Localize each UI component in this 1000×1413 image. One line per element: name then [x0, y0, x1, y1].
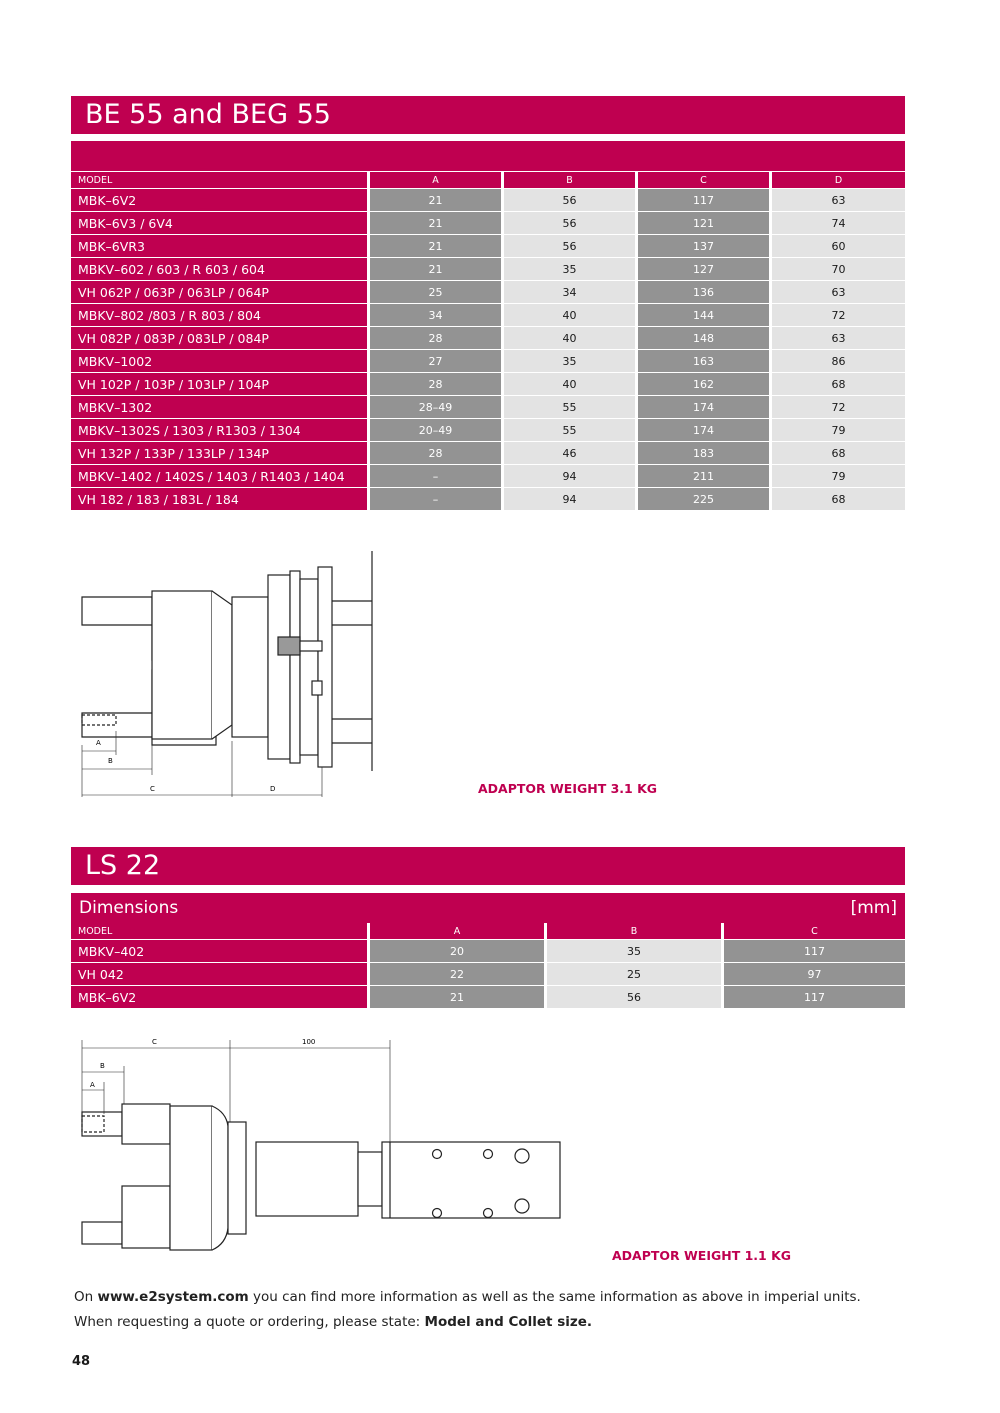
value-cell-d: 72 [772, 304, 905, 327]
section-title-be55: BE 55 and BEG 55 [71, 96, 905, 134]
column-header-a: A [370, 923, 547, 940]
value-cell-a: 21 [370, 189, 504, 212]
table-header-row [71, 172, 905, 189]
dim-label-a: A [96, 739, 101, 747]
value-cell-c: 137 [638, 235, 772, 258]
value-cell-b: 40 [504, 373, 638, 396]
value-cell-a: 28 [370, 327, 504, 350]
value-cell-c: 174 [638, 419, 772, 442]
section-subheader-ls22 [71, 893, 905, 923]
value-cell-b: 35 [504, 350, 638, 373]
model-cell: MBKV–802 /803 / R 803 / 804 [71, 304, 370, 327]
value-cell-d: 74 [772, 212, 905, 235]
value-cell-a: 21 [370, 212, 504, 235]
dim-label-b: B [108, 757, 113, 765]
model-cell: MBK–6VR3 [71, 235, 370, 258]
value-cell-b: 56 [547, 986, 724, 1009]
value-cell-d: 68 [772, 488, 905, 511]
column-header-a: A [370, 172, 504, 189]
value-cell-c: 163 [638, 350, 772, 373]
value-cell-c: 211 [638, 465, 772, 488]
dim-label-d: D [270, 785, 276, 793]
model-cell: VH 102P / 103P / 103LP / 104P [71, 373, 370, 396]
table-row [71, 235, 905, 258]
value-cell-b: 94 [504, 488, 638, 511]
value-cell-c: 225 [638, 488, 772, 511]
value-cell-d: 86 [772, 350, 905, 373]
value-cell-c: 183 [638, 442, 772, 465]
value-cell-c: 117 [724, 986, 905, 1009]
footer-note-ordering [74, 1314, 592, 1330]
value-cell-c: 148 [638, 327, 772, 350]
value-cell-d: 68 [772, 373, 905, 396]
value-cell-c: 97 [724, 963, 905, 986]
value-cell-d: 70 [772, 258, 905, 281]
model-cell: MBKV–402 [71, 940, 370, 963]
value-cell-d: 63 [772, 327, 905, 350]
model-cell: VH 132P / 133P / 133LP / 134P [71, 442, 370, 465]
be55-technical-drawing [66, 545, 386, 805]
column-header-model: MODEL [71, 923, 370, 940]
value-cell-a: 28 [370, 442, 504, 465]
value-cell-a: 28–49 [370, 396, 504, 419]
column-header-c: C [724, 923, 905, 940]
table-row [71, 281, 905, 304]
table-row [71, 189, 905, 212]
value-cell-a: 34 [370, 304, 504, 327]
table-row [71, 304, 905, 327]
dim-label-a: A [90, 1081, 95, 1089]
model-cell: VH 062P / 063P / 063LP / 064P [71, 281, 370, 304]
value-cell-a: 20–49 [370, 419, 504, 442]
be55-dimension-table [71, 172, 905, 511]
value-cell-b: 46 [504, 442, 638, 465]
value-cell-a: 25 [370, 281, 504, 304]
value-cell-c: 127 [638, 258, 772, 281]
table-row [71, 488, 905, 511]
value-cell-b: 34 [504, 281, 638, 304]
value-cell-a: – [370, 488, 504, 511]
table-row [71, 963, 905, 986]
model-cell: VH 182 / 183 / 183L / 184 [71, 488, 370, 511]
value-cell-b: 56 [504, 235, 638, 258]
dim-label-c: C [152, 1038, 157, 1046]
table-row [71, 258, 905, 281]
value-cell-b: 55 [504, 396, 638, 419]
table-row [71, 940, 905, 963]
table-row [71, 327, 905, 350]
value-cell-c: 162 [638, 373, 772, 396]
value-cell-b: 40 [504, 327, 638, 350]
unit-label: [mm] [850, 898, 897, 918]
model-cell: MBK–6V3 / 6V4 [71, 212, 370, 235]
model-cell: VH 082P / 083P / 083LP / 084P [71, 327, 370, 350]
value-cell-d: 63 [772, 281, 905, 304]
value-cell-a: 27 [370, 350, 504, 373]
table-row [71, 465, 905, 488]
value-cell-a: 28 [370, 373, 504, 396]
table-header-row [71, 923, 905, 940]
value-cell-b: 25 [547, 963, 724, 986]
table-row [71, 350, 905, 373]
model-cell: MBK–6V2 [71, 986, 370, 1009]
model-cell: MBKV–1302S / 1303 / R1303 / 1304 [71, 419, 370, 442]
value-cell-b: 35 [504, 258, 638, 281]
value-cell-d: 60 [772, 235, 905, 258]
model-cell: MBKV–1302 [71, 396, 370, 419]
table-row [71, 419, 905, 442]
column-header-model: MODEL [71, 172, 370, 189]
value-cell-b: 40 [504, 304, 638, 327]
footer-note-website [74, 1289, 861, 1305]
column-header-b: B [504, 172, 638, 189]
ls22-adaptor-weight: ADAPTOR WEIGHT 1.1 KG [612, 1248, 792, 1263]
website-link[interactable]: www.e2system.com [97, 1289, 249, 1305]
dim-label-c: C [150, 785, 155, 793]
dimensions-label: Dimensions [79, 898, 179, 918]
note-text: you can find more information as well as the same information as above in imperial units. [248, 1289, 861, 1305]
page-number: 48 [72, 1354, 91, 1369]
value-cell-a: 22 [370, 963, 547, 986]
value-cell-d: 72 [772, 396, 905, 419]
note-text: On [74, 1289, 98, 1305]
value-cell-a: 21 [370, 986, 547, 1009]
table-row [71, 373, 905, 396]
section-subheader-be55 [71, 141, 905, 171]
value-cell-d: 79 [772, 419, 905, 442]
value-cell-b: 56 [504, 212, 638, 235]
column-header-c: C [638, 172, 772, 189]
value-cell-a: – [370, 465, 504, 488]
value-cell-c: 174 [638, 396, 772, 419]
ls22-dimension-table [71, 923, 905, 1009]
ls22-technical-drawing [66, 1030, 566, 1265]
value-cell-d: 68 [772, 442, 905, 465]
value-cell-d: 79 [772, 465, 905, 488]
column-header-d: D [772, 172, 905, 189]
value-cell-b: 55 [504, 419, 638, 442]
table-row [71, 396, 905, 419]
model-cell: MBKV–602 / 603 / R 603 / 604 [71, 258, 370, 281]
ordering-requirement: Model and Collet size. [424, 1314, 593, 1330]
model-cell: MBK–6V2 [71, 189, 370, 212]
be55-adaptor-weight: ADAPTOR WEIGHT 3.1 KG [478, 781, 658, 796]
model-cell: VH 042 [71, 963, 370, 986]
value-cell-c: 117 [724, 940, 905, 963]
dim-label-100: 100 [302, 1038, 316, 1046]
table-row [71, 986, 905, 1009]
model-cell: MBKV–1402 / 1402S / 1403 / R1403 / 1404 [71, 465, 370, 488]
table-row [71, 212, 905, 235]
value-cell-a: 21 [370, 235, 504, 258]
value-cell-b: 56 [504, 189, 638, 212]
value-cell-a: 21 [370, 258, 504, 281]
value-cell-b: 94 [504, 465, 638, 488]
value-cell-d: 63 [772, 189, 905, 212]
value-cell-c: 144 [638, 304, 772, 327]
note-text: When requesting a quote or ordering, please state: [74, 1314, 425, 1330]
table-row [71, 442, 905, 465]
dim-label-b: B [100, 1062, 105, 1070]
section-title-ls22: LS 22 [71, 847, 905, 885]
value-cell-c: 136 [638, 281, 772, 304]
value-cell-c: 117 [638, 189, 772, 212]
value-cell-c: 121 [638, 212, 772, 235]
column-header-b: B [547, 923, 724, 940]
value-cell-b: 35 [547, 940, 724, 963]
value-cell-a: 20 [370, 940, 547, 963]
model-cell: MBKV–1002 [71, 350, 370, 373]
